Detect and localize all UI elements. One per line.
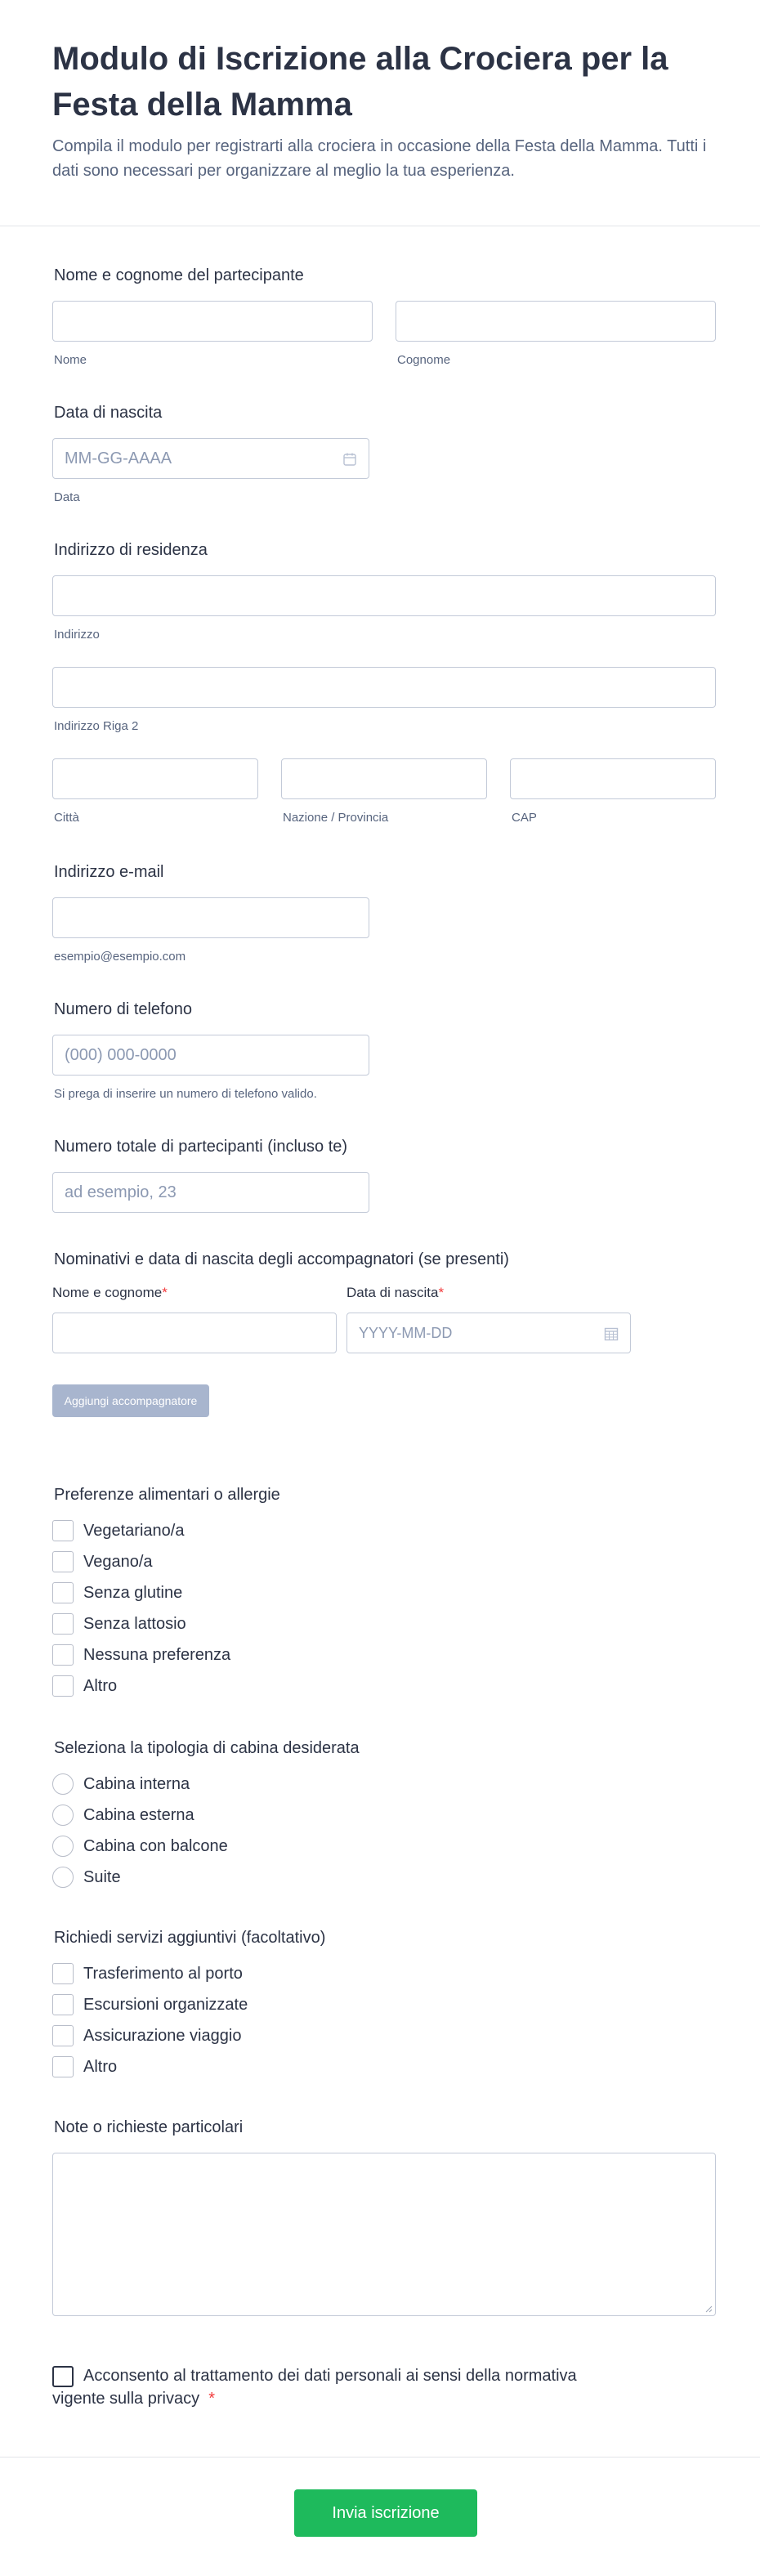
form-header — [0, 0, 760, 226]
companion-birth-input[interactable] — [346, 1313, 631, 1353]
option-label: Senza lattosio — [83, 1614, 186, 1633]
address-line2-input[interactable] — [52, 667, 716, 708]
notes-textarea[interactable] — [52, 2153, 716, 2316]
address-line1-sublabel: Indirizzo — [54, 628, 100, 642]
state-input[interactable] — [281, 758, 487, 799]
companion-name-header — [52, 1285, 168, 1301]
cabin-option[interactable] — [52, 1865, 121, 1890]
diet-option[interactable] — [52, 1581, 182, 1605]
service-option[interactable] — [52, 1992, 248, 2017]
zip-input[interactable] — [510, 758, 716, 799]
participants-placeholder: ad esempio, 23 — [65, 1183, 177, 1201]
service-option[interactable] — [52, 1961, 243, 1986]
option-label: Cabina con balcone — [83, 1836, 228, 1855]
checkbox[interactable] — [52, 1675, 74, 1697]
checkbox[interactable] — [52, 1963, 74, 1984]
email-sublabel: esempio@esempio.com — [54, 950, 186, 964]
cabin-option[interactable] — [52, 1772, 190, 1796]
phone-label: Numero di telefono — [54, 1000, 192, 1018]
phone-input[interactable] — [52, 1035, 369, 1076]
notes-label: Note o richieste particolari — [54, 2118, 244, 2136]
option-label: Escursioni organizzate — [83, 1995, 248, 2014]
diet-option[interactable] — [52, 1643, 230, 1667]
last-name-sublabel: Cognome — [397, 353, 451, 367]
address-line2-sublabel: Indirizzo Riga 2 — [54, 719, 139, 733]
form-description: Compila il modulo per registrarti alla crociera in occasione della Festa della Mamma. Tutti i dati sono necessari per organizzare al meglio la tua esperienza. — [52, 137, 707, 180]
city-sublabel: Città — [54, 811, 79, 825]
companion-name-input[interactable] — [52, 1313, 337, 1353]
diet-option[interactable] — [52, 1518, 184, 1543]
submit-button[interactable]: Invia iscrizione — [294, 2489, 477, 2537]
last-name-input[interactable] — [396, 301, 716, 342]
birth-date-input[interactable] — [52, 438, 369, 479]
companion-birth-header-text: Data di nascita — [346, 1285, 439, 1300]
diet-option[interactable] — [52, 1612, 186, 1636]
consent-text: Acconsento al trattamento dei dati personali ai sensi della normativa vigente sulla privacy — [52, 2367, 577, 2408]
calendar-icon[interactable] — [342, 452, 357, 467]
participants-label: Numero totale di partecipanti (incluso te) — [54, 1138, 348, 1156]
state-sublabel: Nazione / Provincia — [283, 811, 389, 825]
resize-handle-icon[interactable] — [704, 2305, 713, 2313]
radio-button[interactable] — [52, 1836, 74, 1857]
services-label: Richiedi servizi aggiuntivi (facoltativo) — [54, 1929, 326, 1947]
checkbox[interactable] — [52, 2025, 74, 2046]
required-mark: * — [208, 2390, 216, 2408]
checkbox[interactable] — [52, 2056, 74, 2077]
companions-label: Nominativi e data di nascita degli accompagnatori (se presenti) — [54, 1250, 509, 1268]
required-mark: * — [162, 1285, 168, 1300]
checkbox[interactable] — [52, 1994, 74, 2015]
participants-input[interactable] — [52, 1172, 369, 1213]
first-name-input[interactable] — [52, 301, 373, 342]
birth-date-label: Data di nascita — [54, 404, 163, 422]
option-label: Altro — [83, 1676, 118, 1695]
option-label: Altro — [83, 2057, 118, 2076]
option-label: Cabina interna — [83, 1774, 190, 1793]
diet-option[interactable] — [52, 1550, 153, 1574]
companion-name-header-text: Nome e cognome — [52, 1285, 163, 1300]
cabin-option[interactable] — [52, 1834, 228, 1858]
full-name-label: Nome e cognome del partecipante — [54, 266, 304, 284]
form-title: Modulo di Iscrizione alla Crociera per la Festa della Mamma — [52, 41, 668, 123]
phone-placeholder: (000) 000-0000 — [65, 1046, 177, 1064]
address-label: Indirizzo di residenza — [54, 541, 208, 559]
radio-button[interactable] — [52, 1805, 74, 1826]
option-label: Suite — [83, 1867, 121, 1886]
required-mark: * — [438, 1285, 445, 1300]
email-label: Indirizzo e-mail — [54, 863, 164, 881]
add-companion-button[interactable]: Aggiungi accompagnatore — [52, 1384, 209, 1417]
diet-label: Preferenze alimentari o allergie — [54, 1486, 280, 1504]
phone-sublabel: Si prega di inserire un numero di telefono valido. — [54, 1087, 317, 1101]
cabin-label: Seleziona la tipologia di cabina desiderata — [54, 1739, 360, 1757]
checkbox[interactable] — [52, 1582, 74, 1603]
birth-date-sublabel: Data — [54, 490, 80, 504]
radio-button[interactable] — [52, 1867, 74, 1888]
companion-birth-header — [346, 1285, 444, 1301]
option-label: Nessuna preferenza — [83, 1645, 231, 1664]
address-line1-input[interactable] — [52, 575, 716, 616]
first-name-sublabel: Nome — [54, 353, 87, 367]
cabin-option[interactable] — [52, 1803, 194, 1827]
option-label: Cabina esterna — [83, 1805, 194, 1824]
diet-option[interactable] — [52, 1674, 117, 1698]
option-label: Vegano/a — [83, 1552, 153, 1571]
checkbox[interactable] — [52, 1644, 74, 1666]
email-input[interactable] — [52, 897, 369, 938]
checkbox[interactable] — [52, 1613, 74, 1635]
service-option[interactable] — [52, 2024, 241, 2048]
option-label: Trasferimento al porto — [83, 1964, 243, 1983]
option-label: Vegetariano/a — [83, 1521, 185, 1540]
consent-label — [52, 2364, 624, 2410]
service-option[interactable] — [52, 2055, 117, 2079]
city-input[interactable] — [52, 758, 258, 799]
birth-date-placeholder: MM-GG-AAAA — [65, 449, 172, 467]
radio-button[interactable] — [52, 1773, 74, 1795]
option-label: Senza glutine — [83, 1583, 183, 1602]
checkbox[interactable] — [52, 1520, 74, 1541]
calendar-icon[interactable] — [604, 1326, 619, 1341]
checkbox[interactable] — [52, 1551, 74, 1572]
companion-birth-placeholder: YYYY-MM-DD — [359, 1325, 453, 1341]
zip-sublabel: CAP — [512, 811, 537, 825]
option-label: Assicurazione viaggio — [83, 2026, 242, 2045]
